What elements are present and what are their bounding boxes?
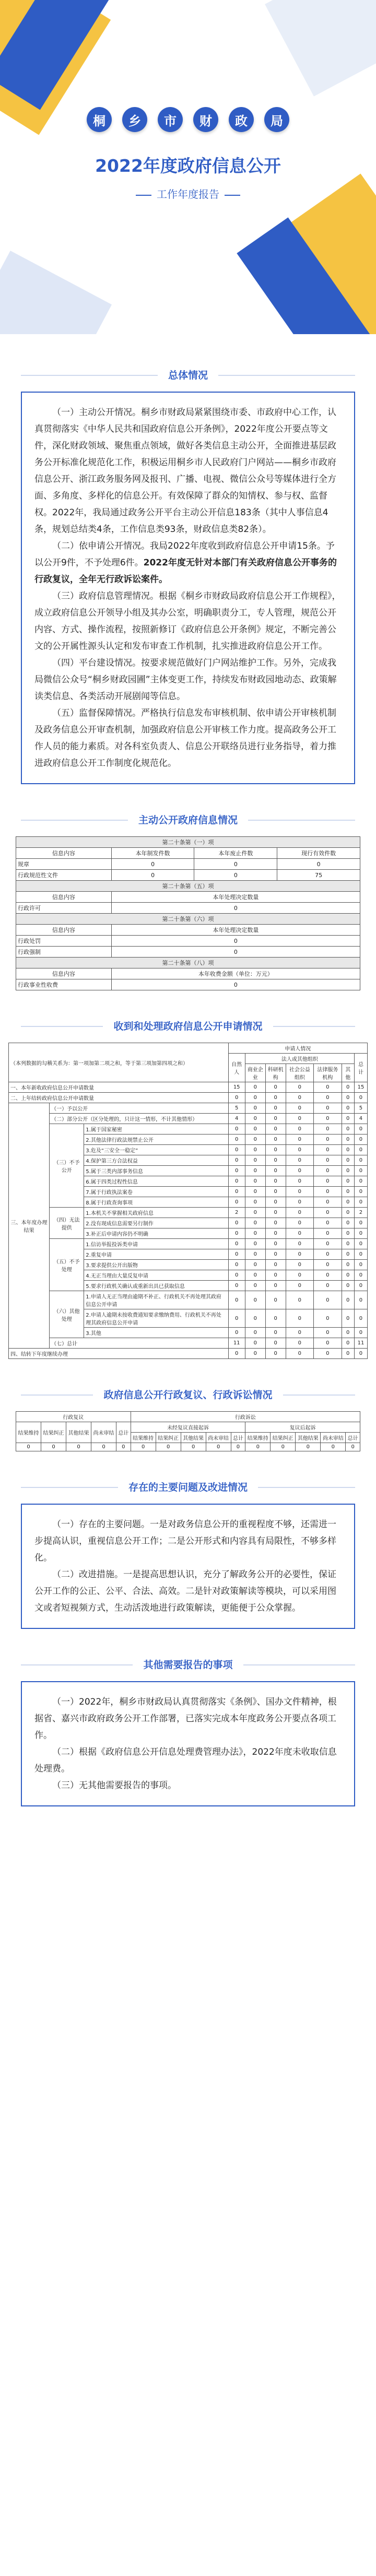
table-row: 3.要求提供公开出版物 0 0 0 0 0 0 0 [9, 1260, 368, 1270]
table-row: 三、本年度办理结果 （一）予以公开 5 0 0 0 0 0 5 [9, 1103, 368, 1114]
paragraph: （三）政府信息管理情况。根据《桐乡市财政局政府信息公开工作规程》，成立政府信息公开领导小组及其办公室，明确职责分工，专人管理，规范公开内容、方式、操作流程，按照新修订《政府信息公开条例》规定，不断完善公文的公开属性源头认定和发布审查工作机制，扎实推进政府信息公开工作。 [34, 591, 341, 652]
org-char: 政 [229, 107, 254, 132]
table-row: 一、本年新收政府信息公开申请数量 15 0 0 0 0 0 15 [9, 1082, 368, 1093]
paragraph: （一）存在的主要问题。一是对政务信息公开的重视程度不够，还需进一步提高认识，重视信息公开工作；二是公开形式和内容具有局限性，不够多样化。 [34, 1519, 336, 1563]
section-title: 政府信息公开行政复议、行政诉讼情况 [93, 1387, 283, 1403]
table-row: 5.要求行政机关确认或重新出具已获取信息 0 0 0 0 0 0 0 [9, 1281, 368, 1291]
paragraph: （二）依申请公开情况。我局2022年度收到政府信息公开申请15条。予以公开9件，不予处理6件。2022年度无针对本部门有关政府信息公开事务的行政复议，全年无行政诉讼案件。 [34, 541, 337, 585]
table-row: （三）不予公开 1.属于国家秘密 0 0 0 0 0 0 0 [9, 1124, 368, 1135]
org-char: 财 [193, 107, 218, 132]
table-row: 2.申请人逾期未按收费通知要求缴纳费用、行政机关不再处理其政府信息公开申请 0 0 0 0 0 0 0 [9, 1309, 368, 1328]
table-row: 3.补正后申请内容仍不明确 0 0 0 0 0 0 0 [9, 1228, 368, 1239]
decor-stripe [265, 0, 376, 97]
table-row: 四、结转下年度继续办理 0 0 0 0 0 0 0 [9, 1349, 368, 1359]
table-row: 4.无正当理由大量反复申请 0 0 0 0 0 0 0 [9, 1270, 368, 1281]
paragraph: （三）无其他需要报告的事项。 [52, 1780, 177, 1791]
table-row: （二）部分公开（区分处理的，只计这一情形，不计其他情形） 4 0 0 0 0 0 4 [9, 1114, 368, 1124]
section-header [0, 360, 376, 392]
section-header [0, 1650, 376, 1681]
paragraph: （二）根据《政府信息公开信息处理费管理办法》，2022年度未收取信息处理费。 [34, 1747, 337, 1774]
paragraph: （二）改进措施。一是提高思想认识，充分了解政务公开的必要性，保证公开工作的公正、公平、合法、高效。二是针对政策解读等模块，可以采用图文或者短视频方式，生动活泼地进行政策解读，更能便于公众掌握。 [34, 1569, 336, 1613]
table-row: 7.属于行政执法案卷 0 0 0 0 0 0 0 [9, 1187, 368, 1197]
table-row: 3.危及“三安全一稳定” 0 0 0 0 0 0 0 [9, 1145, 368, 1155]
section-header [0, 1380, 376, 1411]
decor-stripe [0, 251, 112, 334]
table-row: 2.重复申请 0 0 0 0 0 0 0 [9, 1249, 368, 1260]
section-title: 主动公开政府信息情况 [128, 812, 248, 828]
org-char: 乡 [122, 107, 147, 132]
page-title: 2022年度政府信息公开 [95, 156, 281, 176]
table-row: 4.保护第三方合法权益 0 0 0 0 0 0 0 [9, 1155, 368, 1166]
table-row: 3.其他 0 0 0 0 0 0 0 [9, 1328, 368, 1338]
proactive-table: 第二十条第（一）项 信息内容 本年制发件数 本年废止件数 现行有效件数 规章 0 0 0 行政规范性文件 0 0 75 第二十条第（五）项 信息内容 本年处理决定数量 行政许可 0 第二十条第（六）项 信息内容 本年处理决定数量 行政处罚 0 行政强制 0 第二十条第（八）项 信息内容 本年收费金额（单位：万元） 行政事业性收费 0 [16, 836, 360, 990]
paragraph: （一）主动公开情况。桐乡市财政局紧紧围绕市委、市政府中心工作，认真贯彻落实《中华人民共和国政府信息公开条例》，2022年度公开要点等文件，深化财政领域、聚焦重点领域，做好各类信息主动公开，全面推进基层政务公开标准化规范化工作，积极运用桐乡市人民政府门户网站——桐乡市政府信息公开、浙江政务服务网及报刊、广播、电视、微信公众号等媒体进行全方面、多角度、多样化的信息公开。有效保障了群众的知情权、参与权、监督权。2022年，我局通过政务公开平台主动公开信息183条（其中人事信息4条，规划总结类4条，工作信息类93条，财政信息类82条）。 [34, 407, 336, 535]
table-row: （七）总计 11 0 0 0 0 0 11 [9, 1338, 368, 1349]
section-title: 总体情况 [158, 368, 218, 383]
org-char: 局 [264, 107, 289, 132]
section-header [0, 805, 376, 836]
section-title: 其他需要报告的事项 [133, 1657, 243, 1673]
section-title: 存在的主要问题及改进情况 [118, 1480, 258, 1495]
org-char: 桐 [87, 107, 112, 132]
application-table: （本列数据的勾稽关系为：第一项加第二项之和，等于第三项加第四项之和） 申请人情况 自然人 法人或其他组织 总计 商业企业 科研机构 社会公益组织 法律服务机构 其他 一、本年新收政府信息公开申请数量 15 0 0 0 0 0 15 二、上年结转政府信息公开申请数量 0 0 0 0 0 0 0 三、本年度办理结果 （一）予以公开 5 0 0 0 0 0 5 （二）部分公开（区分处理的，只计这一情形，不计其他情形） 4 0 0 0 0 0 4 （三）不予公开 1.属于国家秘密 0 0 0 0 0 0 0 2.其他法律行政法规禁止公开 0 0 0 0 0 0 0 3.危及“三安全一稳定” 0 0 0 0 0 0 0 4.保护第三方合法权益 0 0 0 0 0 0 0 5.属于三类内部事务信息 0 0 0 0 0 0 0 6.属于四类过程性信息 0 0 0 0 0 0 0 7.属于行政执法案卷 0 0 0 0 0 0 0 8.属于行政查询事项 0 0 0 0 0 0 0 （四）无法提供 1.本机关不掌握相关政府信息 2 0 0 0 0 0 2 2.没有现成信息需要另行制作 0 0 0 0 0 0 0 3.补正后申请内容仍不明确 0 0 0 0 0 0 0 （五）不予处理 1.信访举报投诉类申请 0 0 0 0 0 0 0 2.重复申请 0 0 0 0 0 0 0 3.要求提供公开出版物 0 0 0 0 0 0 0 4.无正当理由大量反复申请 0 0 0 0 0 0 0 5.要求行政机关确认或重新出具已获取信息 0 0 0 0 0 0 0 （六）其他处理 1.申请人无正当理由逾期不补正、行政机关不再处理其政府信息公开申请 0 0 0 0 0 0 0 2.申请人逾期未按收费通知要求缴纳费用、行政机关不再处理其政府信息公开申请 0 0 0 0 0 0 0 3.其他 0 0 0 0 0 0 0 （七）总计 11 0 0 0 0 0 11 四、结转下年度继续办理 0 0 0 0 0 0 0 [8, 1043, 368, 1359]
table-row: （五）不予处理 1.信访举报投诉类申请 0 0 0 0 0 0 0 [9, 1239, 368, 1249]
org-name [0, 107, 376, 132]
table-row: 6.属于四类过程性信息 0 0 0 0 0 0 0 [9, 1176, 368, 1187]
org-char: 市 [158, 107, 183, 132]
table-row: 8.属于行政查询事项 0 0 0 0 0 0 0 [9, 1197, 368, 1208]
table-row: 2.没有现成信息需要另行制作 0 0 0 0 0 0 0 [9, 1218, 368, 1228]
overall-text [21, 392, 355, 784]
problems-text [21, 1504, 355, 1629]
table-row: 二、上年结转政府信息公开申请数量 0 0 0 0 0 0 0 [9, 1093, 368, 1103]
table-row: （六）其他处理 1.申请人无正当理由逾期不补正、行政机关不再处理其政府信息公开申请 0 0 0 0 0 0 0 [9, 1291, 368, 1309]
paragraph: （五）监督保障情况。严格执行信息发布审核机制、依申请公开审核机制及政务信息公开审查机制，加强政府信息公开审核工作力度。提高政务公开工作人员的能力素质。对各科室负责人、信息公开联络员进行业务指导，着力推进政府信息公开工作制度化规范化。 [34, 708, 336, 769]
table-row: （四）无法提供 1.本机关不掌握相关政府信息 2 0 0 0 0 0 2 [9, 1208, 368, 1218]
paragraph: （一）2022年，桐乡市财政局认真贯彻落实《条例》、国办文件精神，根据省、嘉兴市政府政务公开工作部署，已落实完成本年度政务公开要点各项工作。 [34, 1697, 337, 1741]
section-header [0, 1011, 376, 1043]
table-row: 2.其他法律行政法规禁止公开 0 0 0 0 0 0 0 [9, 1135, 368, 1145]
other-matters-text [21, 1681, 355, 1806]
page-subtitle: 工作年度报告 [0, 186, 376, 201]
review-table: 行政复议 行政诉讼 结果维持 结果纠正 其他结果 尚未审结 总计 未经复议直接起诉 复议后起诉 结果维持 结果纠正 其他结果 尚未审结 总计 结果维持 结果纠正 其他结果 尚未审结 总计 0 0 0 0 0 0 0 0 0 0 0 0 0 0 0 [16, 1411, 360, 1451]
section-header [0, 1472, 376, 1504]
paragraph: （四）平台建设情况。按要求规范做好门户网站维护工作。另外，完成我局微信公众号“桐乡财政园圃”主体变更工作，持续发布财政园地动态、政策解读类信息、各类活动开展剧闻等信息。 [34, 658, 337, 702]
table-row: 5.属于三类内部事务信息 0 0 0 0 0 0 0 [9, 1166, 368, 1176]
report-header [0, 0, 376, 334]
section-title: 收到和处理政府信息公开申请情况 [103, 1019, 273, 1034]
